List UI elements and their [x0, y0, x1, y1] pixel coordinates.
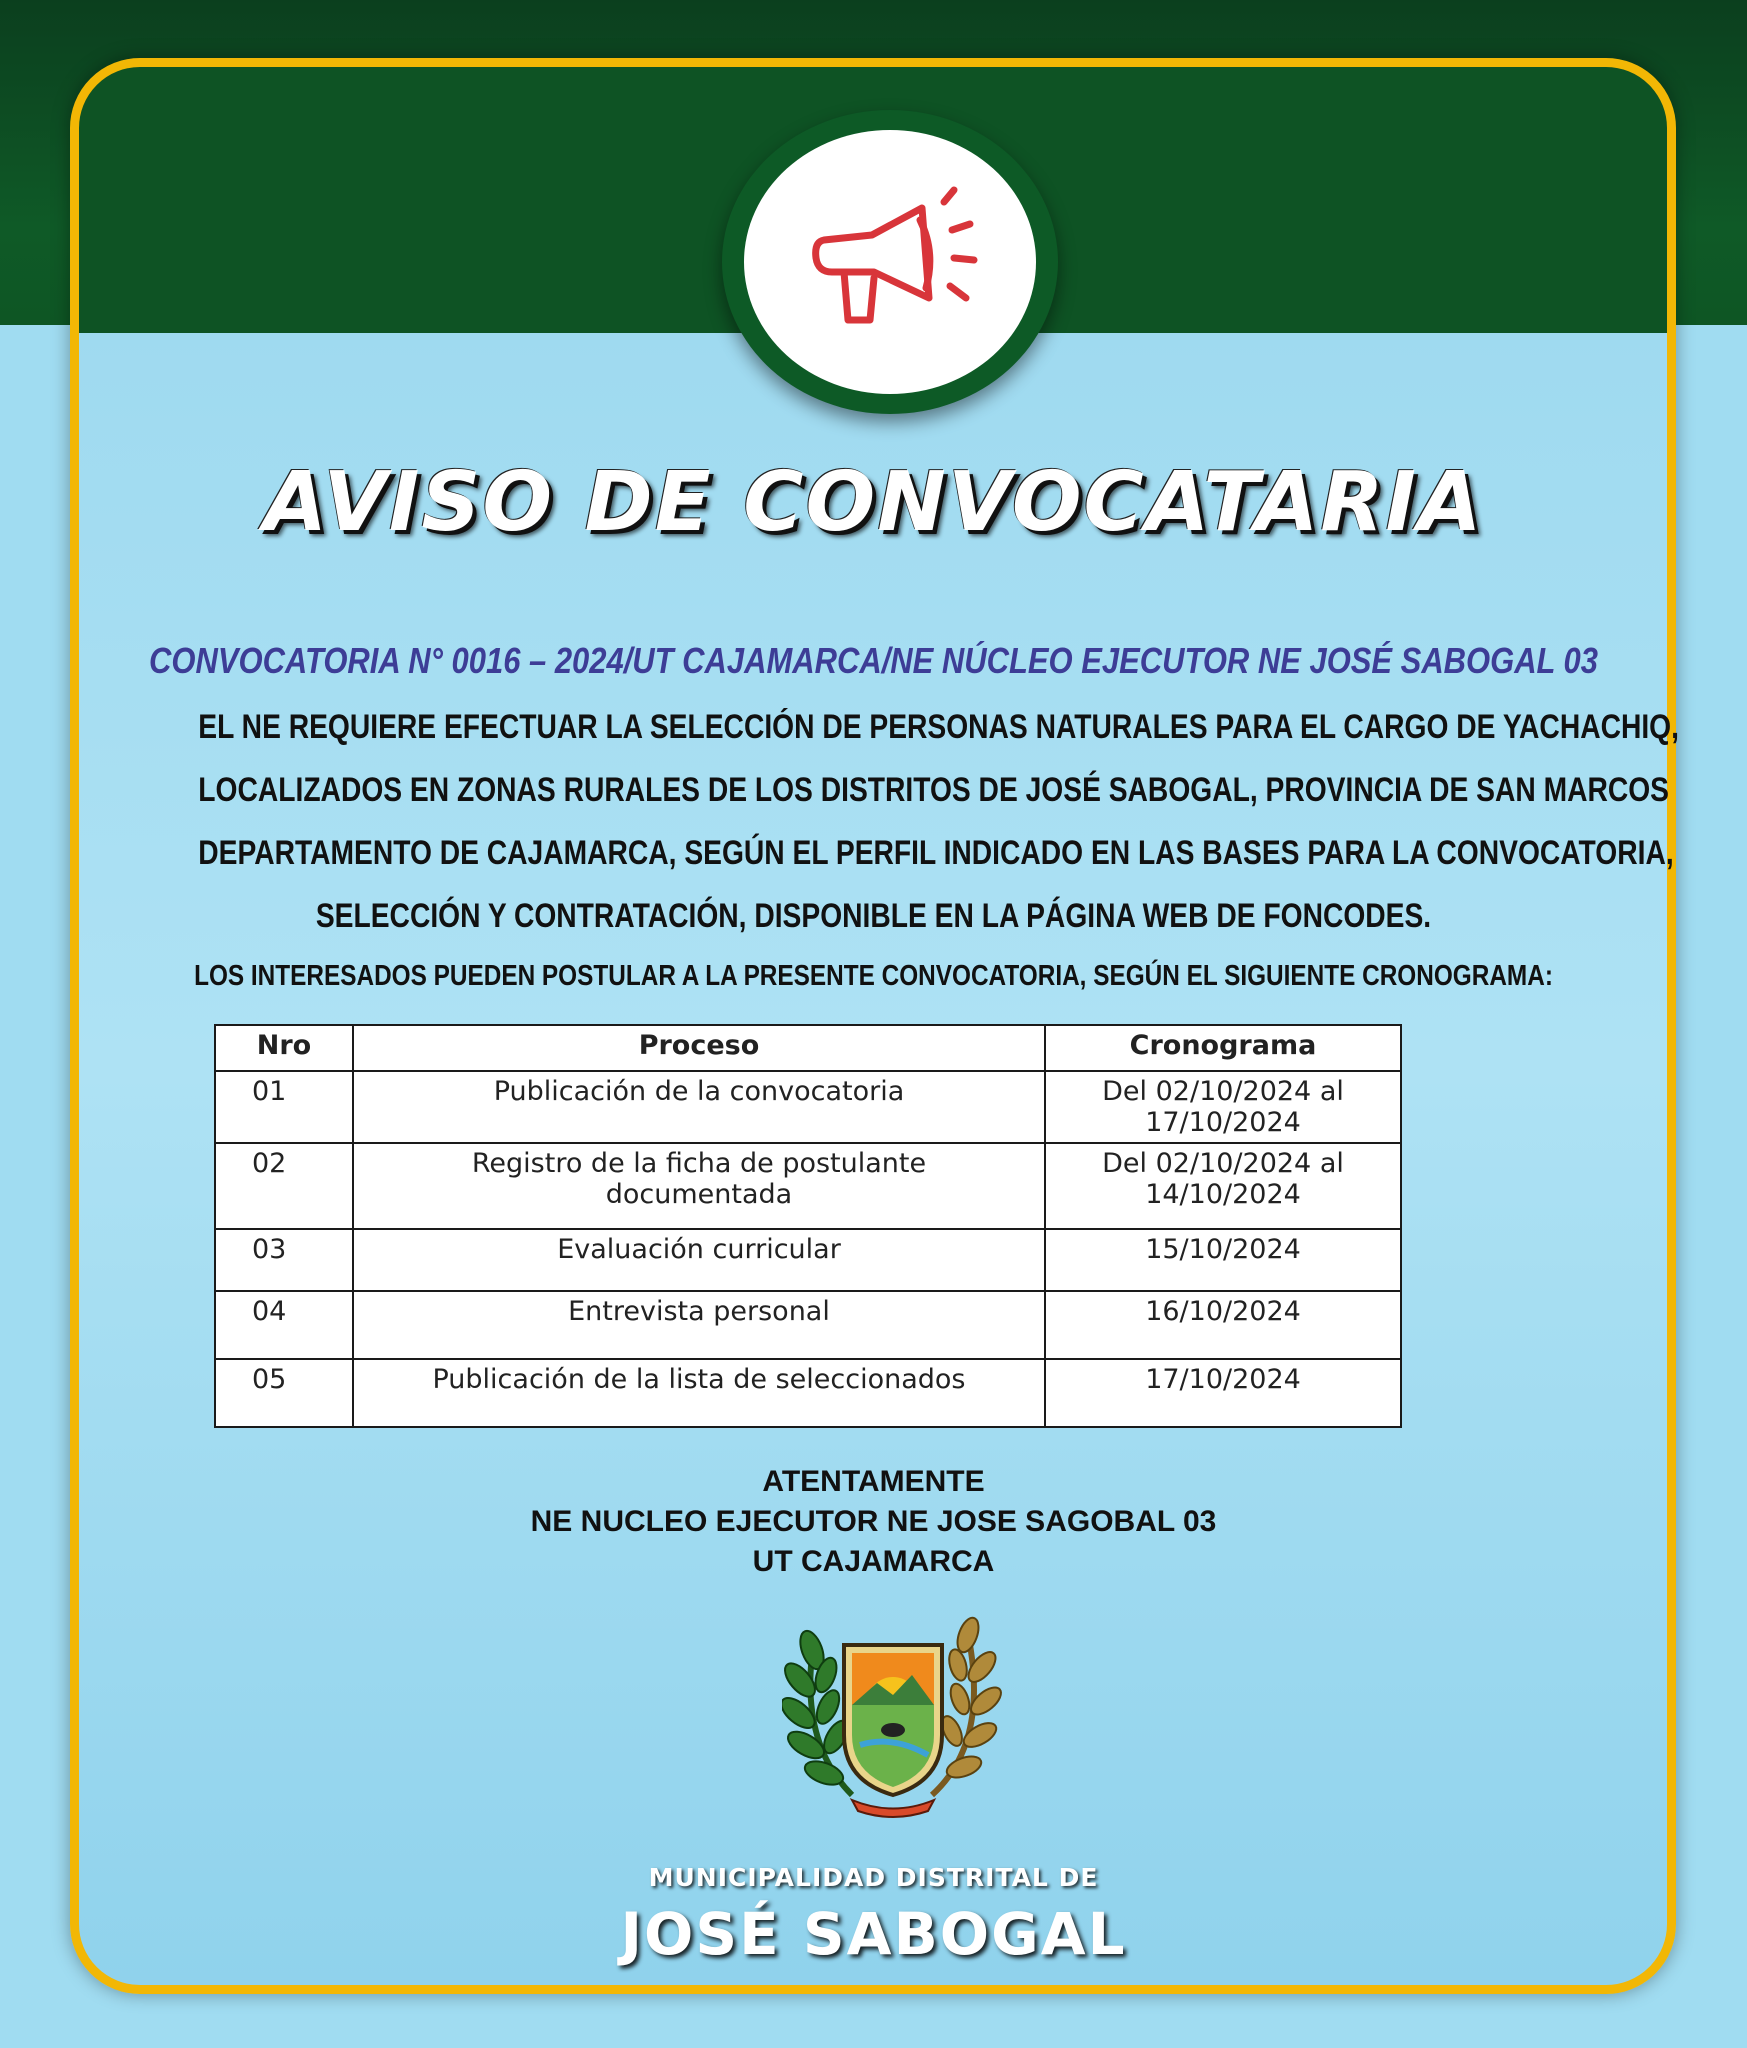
- municipality-label: MUNICIPALIDAD DISTRITAL DE: [648, 1863, 1099, 1892]
- row-proceso: Evaluación curricular: [353, 1229, 1045, 1291]
- row-cronograma: 17/10/2024: [1045, 1359, 1401, 1427]
- closing-line: NE NUCLEO EJECUTOR NE JOSE SAGOBAL 03: [530, 1505, 1217, 1538]
- body-line: SELECCIÓN Y CONTRATACIÓN, DISPONIBLE EN LA PÁGINA WEB DE FONCODES.: [315, 897, 1432, 935]
- row-cronograma: 16/10/2024: [1045, 1291, 1401, 1359]
- header-cronograma: Cronograma: [1045, 1025, 1401, 1071]
- row-proceso: Entrevista personal: [353, 1291, 1045, 1359]
- municipality-name: JOSÉ SABOGAL: [620, 1900, 1127, 1968]
- table-row: [215, 1291, 1401, 1359]
- table-row: [215, 1359, 1401, 1427]
- megaphone-badge: [722, 110, 1058, 414]
- header-nro: Nro: [215, 1025, 353, 1071]
- row-nro: 04: [215, 1291, 353, 1359]
- body-line: LOCALIZADOS EN ZONAS RURALES DE LOS DISTRITOS DE JOSÉ SABOGAL, PROVINCIA DE SAN MARCOS: [198, 771, 1669, 809]
- table-row: [215, 1071, 1401, 1143]
- row-proceso: Publicación de la lista de seleccionados: [353, 1359, 1045, 1427]
- row-nro: 01: [215, 1071, 353, 1143]
- megaphone-icon: [804, 180, 984, 340]
- closing-signature: [0, 1462, 1747, 1582]
- row-cronograma: Del 02/10/2024 al 17/10/2024: [1045, 1071, 1401, 1143]
- convocatoria-subtitle: CONVOCATORIA N° 0016 – 2024/UT CAJAMARCA/NE NÚCLEO EJECUTOR NE JOSÉ SABOGAL 03: [149, 640, 1598, 681]
- row-nro: 05: [215, 1359, 353, 1427]
- table-row: [215, 1143, 1401, 1229]
- schedule-table: [214, 1024, 1402, 1428]
- table-header-row: [215, 1025, 1401, 1071]
- row-proceso: Publicación de la convocatoria: [353, 1071, 1045, 1143]
- row-nro: 03: [215, 1229, 353, 1291]
- body-line: EL NE REQUIERE EFECTUAR LA SELECCIÓN DE PERSONAS NATURALES PARA EL CARGO DE YACHACHIQ,: [198, 708, 1679, 746]
- table-row: [215, 1229, 1401, 1291]
- row-cronograma: Del 02/10/2024 al 14/10/2024: [1045, 1143, 1401, 1229]
- closing-line: UT CAJAMARCA: [752, 1545, 995, 1578]
- schedule-intro: LOS INTERESADOS PUEDEN POSTULAR A LA PRESENTE CONVOCATORIA, SEGÚN EL SIGUIENTE CRONOGRAMA:: [194, 960, 1553, 992]
- row-nro: 02: [215, 1143, 353, 1229]
- coat-of-arms-icon: [782, 1595, 1004, 1821]
- row-cronograma: 15/10/2024: [1045, 1229, 1401, 1291]
- row-proceso: Registro de la ficha de postulante documentada: [353, 1143, 1045, 1229]
- notice-body: [198, 696, 1679, 948]
- header-proceso: Proceso: [353, 1025, 1045, 1071]
- body-line: DEPARTAMENTO DE CAJAMARCA, SEGÚN EL PERFIL INDICADO EN LAS BASES PARA LA CONVOCATORIA,: [198, 834, 1674, 872]
- page-title: AVISO DE CONVOCATARIA: [263, 455, 1484, 550]
- closing-line: ATENTAMENTE: [762, 1465, 985, 1498]
